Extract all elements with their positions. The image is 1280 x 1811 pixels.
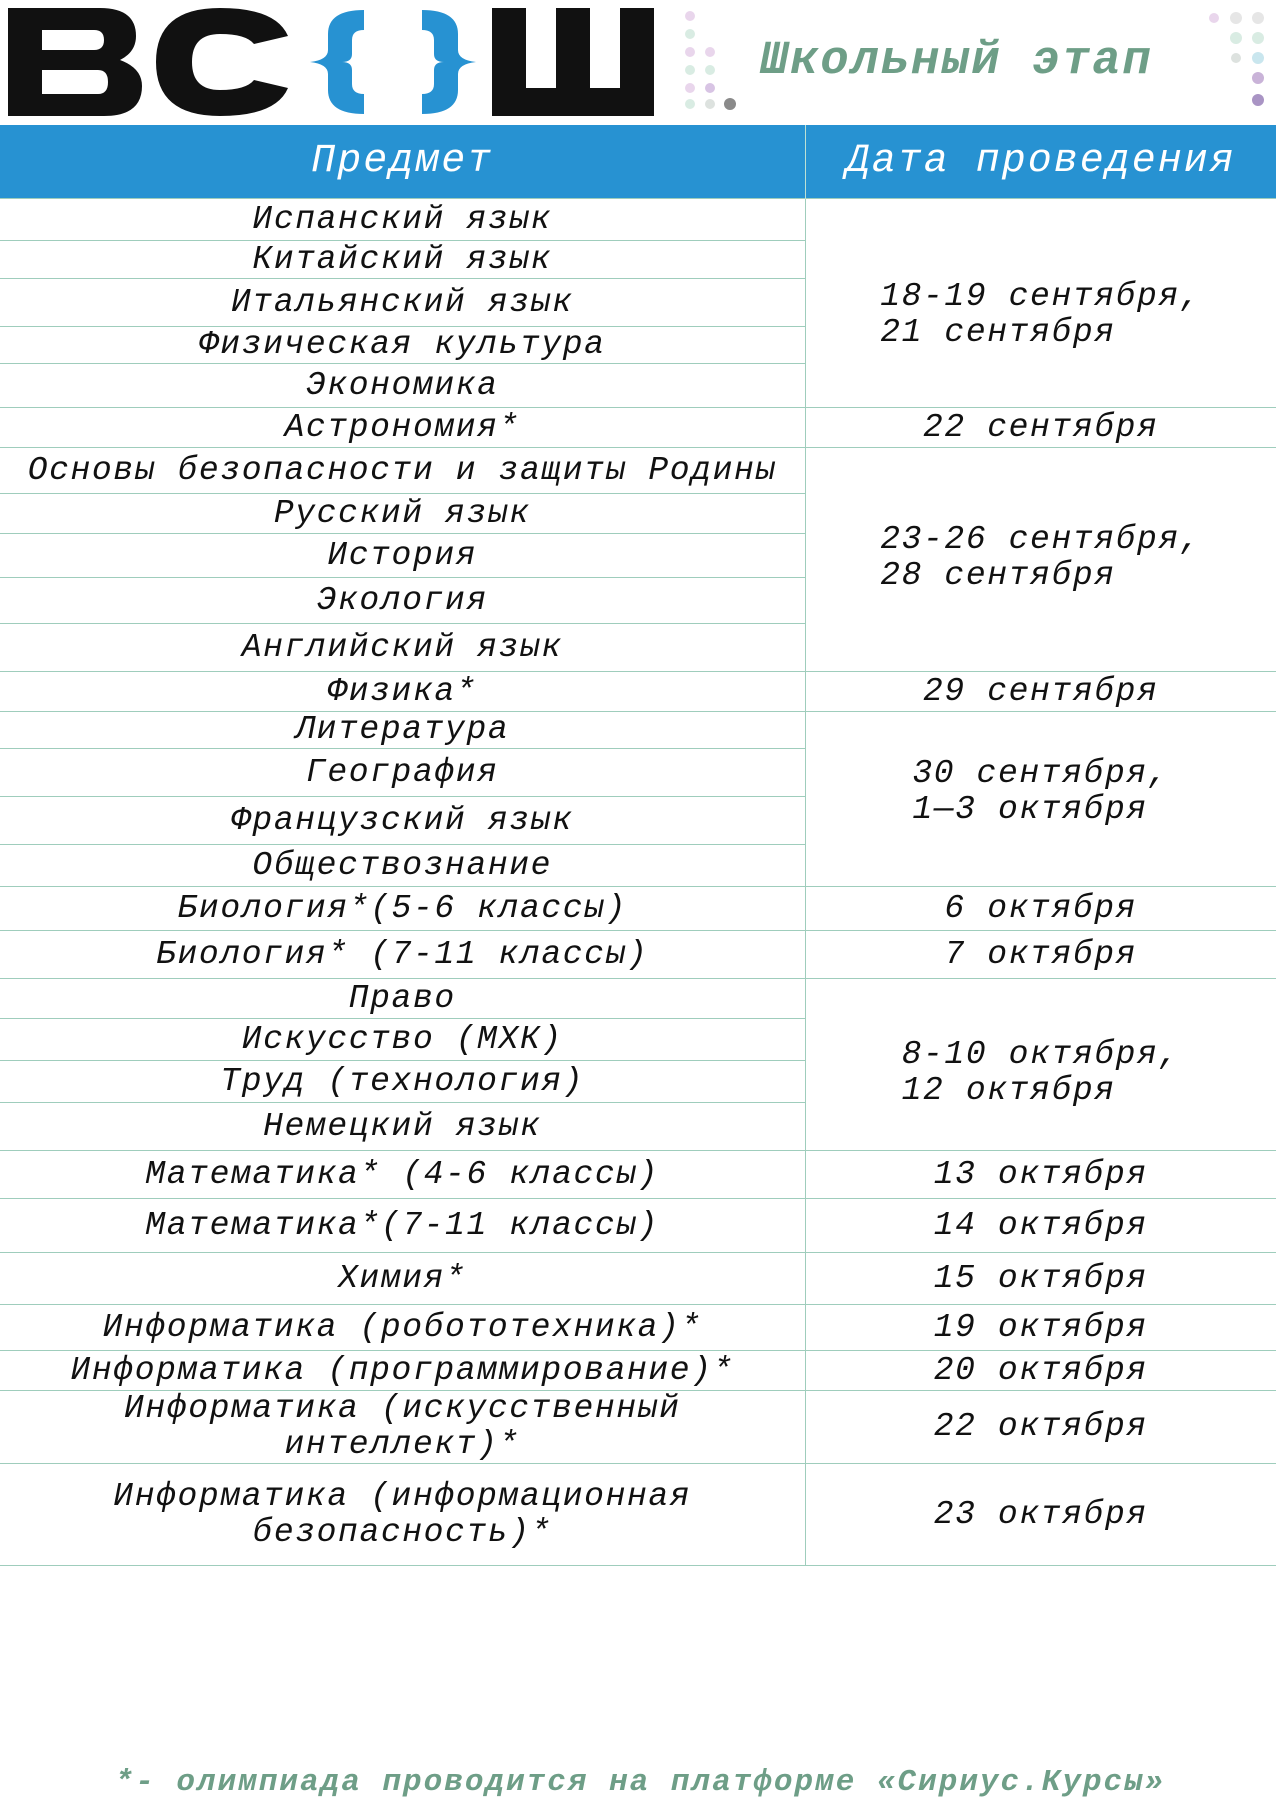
date-text: 18-19 сентября, 21 сентября: [880, 278, 1202, 351]
column-header-subject: Предмет: [0, 125, 805, 199]
table-row: [0, 1253, 1276, 1305]
subject-cell: Биология*(5-6 классы): [0, 887, 805, 931]
date-text: 30 сентября, 1—3 октября: [912, 755, 1170, 828]
date-cell: [805, 1253, 1276, 1305]
date-cell: [805, 1391, 1276, 1464]
subject-cell: Физическая культура: [0, 327, 805, 364]
date-cell: [805, 1199, 1276, 1253]
subject-cell: Математика* (4-6 классы): [0, 1151, 805, 1199]
date-text: 7 октября: [944, 935, 1138, 973]
subject-cell: Информатика (робототехника)*: [0, 1305, 805, 1351]
subject-cell: Химия*: [0, 1253, 805, 1305]
subject-cell: Экономика: [0, 364, 805, 408]
vsosh-logo: [8, 6, 668, 118]
date-cell: [805, 979, 1276, 1151]
date-text: 13 октября: [933, 1155, 1148, 1193]
date-text: 15 октября: [933, 1259, 1148, 1297]
subject-cell: Информатика (программирование)*: [0, 1351, 805, 1391]
subject-cell: Экология: [0, 578, 805, 624]
date-text: 29 сентября: [923, 672, 1159, 710]
subject-cell: Астрономия*: [0, 408, 805, 448]
subject-cell: Итальянский язык: [0, 279, 805, 327]
decorative-dots-icon: [1204, 8, 1272, 112]
subject-cell: Искусство (МХК): [0, 1019, 805, 1061]
table-row: [0, 408, 1276, 448]
subject-cell: Испанский язык: [0, 199, 805, 241]
date-cell: [805, 1305, 1276, 1351]
date-cell: [805, 1151, 1276, 1199]
subject-cell: История: [0, 534, 805, 578]
schedule-table: [0, 125, 1276, 1566]
subject-cell: Французский язык: [0, 797, 805, 845]
date-text: 19 октября: [933, 1308, 1148, 1346]
subject-cell: Китайский язык: [0, 241, 805, 279]
decorative-dots-icon: [682, 8, 740, 112]
date-text: 20 октября: [933, 1351, 1148, 1389]
date-cell: [805, 887, 1276, 931]
date-cell: [805, 408, 1276, 448]
date-text: 22 октября: [933, 1408, 1148, 1445]
table-row: [0, 979, 1276, 1019]
subject-cell: Информатика (искусственный интеллект)*: [0, 1391, 805, 1464]
subject-cell: Труд (технология): [0, 1061, 805, 1103]
subject-cell: Обществознание: [0, 845, 805, 887]
table-row: [0, 1464, 1276, 1566]
table-row: [0, 1199, 1276, 1253]
table-row: [0, 712, 1276, 749]
date-text: 14 октября: [933, 1206, 1148, 1244]
table-row: [0, 1351, 1276, 1391]
subject-cell: Основы безопасности и защиты Родины: [0, 448, 805, 494]
table-row: [0, 672, 1276, 712]
subject-cell: География: [0, 749, 805, 797]
subject-cell: Русский язык: [0, 494, 805, 534]
date-cell: [805, 931, 1276, 979]
table-row: [0, 1391, 1276, 1464]
table-header-row: [0, 125, 1276, 199]
column-header-date: Дата проведения: [805, 125, 1276, 199]
date-cell: [805, 672, 1276, 712]
subject-cell: Немецкий язык: [0, 1103, 805, 1151]
table-row: [0, 448, 1276, 494]
table-row: [0, 931, 1276, 979]
date-text: 23 октября: [933, 1495, 1148, 1533]
table-row: [0, 199, 1276, 241]
subject-cell: Право: [0, 979, 805, 1019]
subject-cell: Английский язык: [0, 624, 805, 672]
table-body: [0, 199, 1276, 1566]
date-text: 22 сентября: [923, 408, 1159, 446]
subject-cell: Математика*(7-11 классы): [0, 1199, 805, 1253]
subject-cell: Физика*: [0, 672, 805, 712]
date-cell: [805, 448, 1276, 672]
subject-cell: Биология* (7-11 классы): [0, 931, 805, 979]
table-row: [0, 887, 1276, 931]
date-text: 23-26 сентября, 28 сентября: [880, 521, 1202, 594]
table-row: [0, 1305, 1276, 1351]
subject-cell: Литература: [0, 712, 805, 749]
footer-note: *- олимпиада проводится на платформе «Сириус.Курсы»: [114, 1765, 1166, 1800]
table-row: [0, 1151, 1276, 1199]
date-cell: [805, 1351, 1276, 1391]
header: [0, 0, 1280, 125]
date-cell: [805, 199, 1276, 408]
date-cell: [805, 712, 1276, 887]
date-text: 6 октября: [944, 889, 1138, 927]
date-text: 8-10 октября, 12 октября: [901, 1036, 1180, 1109]
date-cell: [805, 1464, 1276, 1566]
subject-cell: Информатика (информационная безопасность)*: [0, 1464, 805, 1566]
stage-title: Школьный этап: [760, 35, 1153, 88]
